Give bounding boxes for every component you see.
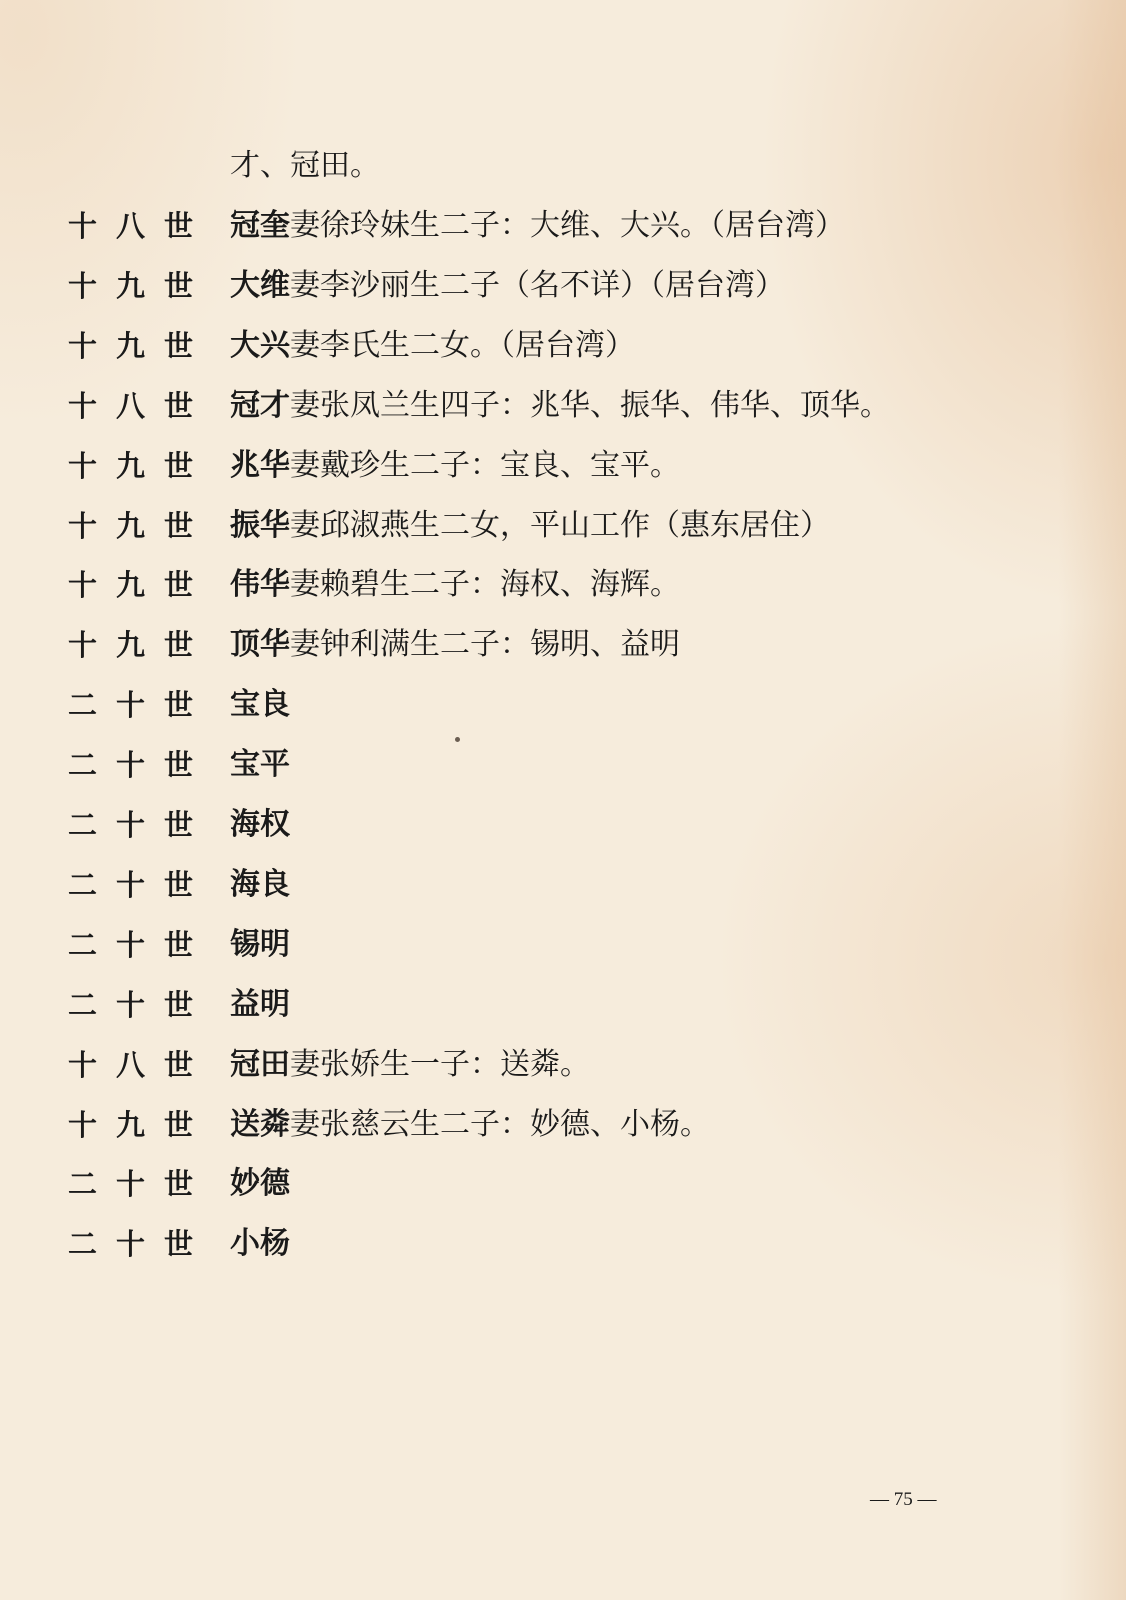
person-name: 振华 — [230, 508, 290, 543]
entry-detail: 妻钟利满生二子：锡明、益明 — [290, 627, 680, 662]
entry-detail: 妻李沙丽生二子（名不详）（居台湾） — [290, 268, 785, 303]
generation-label: 十九世 — [68, 509, 213, 543]
entry-detail: 妻赖碧生二子：海权、海辉。 — [290, 567, 680, 602]
generation-label: 十九世 — [68, 628, 213, 662]
entry-description — [230, 206, 845, 246]
person-name: 大维 — [230, 268, 290, 303]
entry-detail: 妻邱淑燕生二女，平山工作（惠东居住） — [290, 508, 830, 543]
generation-label: 十九世 — [68, 449, 213, 483]
person-name: 送粦 — [230, 1107, 290, 1142]
entry-description — [230, 805, 290, 845]
person-name: 锡明 — [230, 927, 290, 962]
entry-detail: 妻张慈云生二子：妙德、小杨。 — [290, 1107, 710, 1142]
entry-detail: 妻徐玲妹生二子：大维、大兴。（居台湾） — [290, 208, 845, 243]
generation-label: 十八世 — [68, 389, 213, 423]
generation-label: 二十世 — [68, 1167, 213, 1201]
person-name: 冠奎 — [230, 208, 290, 243]
entry-detail: 妻李氏生二女。（居台湾） — [290, 328, 635, 363]
generation-label: 二十世 — [68, 988, 213, 1022]
entry-description — [230, 266, 785, 306]
paper-speck — [455, 737, 460, 742]
person-name: 兆华 — [230, 448, 290, 483]
entry-description — [230, 1045, 590, 1085]
continuation-line: 才、冠田。 — [230, 148, 380, 183]
generation-label: 十八世 — [68, 209, 213, 243]
person-name: 冠田 — [230, 1047, 290, 1082]
entry-detail: 妻戴珍生二子：宝良、宝平。 — [290, 448, 680, 483]
person-name: 大兴 — [230, 328, 290, 363]
generation-label: 十九世 — [68, 329, 213, 363]
generation-label: 二十世 — [68, 928, 213, 962]
entry-description — [230, 745, 290, 785]
generation-label: 二十世 — [68, 748, 213, 782]
entry-description — [230, 685, 290, 725]
entry-description — [230, 386, 890, 426]
entry-description — [230, 565, 680, 605]
person-name: 伟华 — [230, 567, 290, 602]
person-name: 益明 — [230, 987, 290, 1022]
entry-description — [230, 1105, 710, 1145]
entry-description — [230, 865, 290, 905]
person-name: 宝良 — [230, 687, 290, 722]
entry-description — [230, 326, 635, 366]
entry-description — [230, 1164, 290, 1204]
generation-label: 二十世 — [68, 688, 213, 722]
entry-detail: 妻张凤兰生四子：兆华、振华、伟华、顶华。 — [290, 388, 890, 423]
entry-description — [230, 506, 830, 546]
page-number: — 75 — — [870, 1489, 937, 1510]
generation-label: 二十世 — [68, 868, 213, 902]
generation-label: 十九世 — [68, 1108, 213, 1142]
person-name: 海权 — [230, 807, 290, 842]
entry-detail: 妻张娇生一子：送粦。 — [290, 1047, 590, 1082]
entry-description — [230, 625, 680, 665]
person-name: 妙德 — [230, 1166, 290, 1201]
person-name: 海良 — [230, 867, 290, 902]
generation-label: 二十世 — [68, 808, 213, 842]
generation-label: 二十世 — [68, 1227, 213, 1261]
generation-label: 十九世 — [68, 269, 213, 303]
entry-description — [230, 446, 680, 486]
generation-label: 十八世 — [68, 1048, 213, 1082]
person-name: 宝平 — [230, 747, 290, 782]
person-name: 顶华 — [230, 627, 290, 662]
person-name: 冠才 — [230, 388, 290, 423]
entry-description — [230, 985, 290, 1025]
entry-description — [230, 925, 290, 965]
person-name: 小杨 — [230, 1226, 290, 1261]
generation-label: 十九世 — [68, 568, 213, 602]
entry-description — [230, 1224, 290, 1264]
